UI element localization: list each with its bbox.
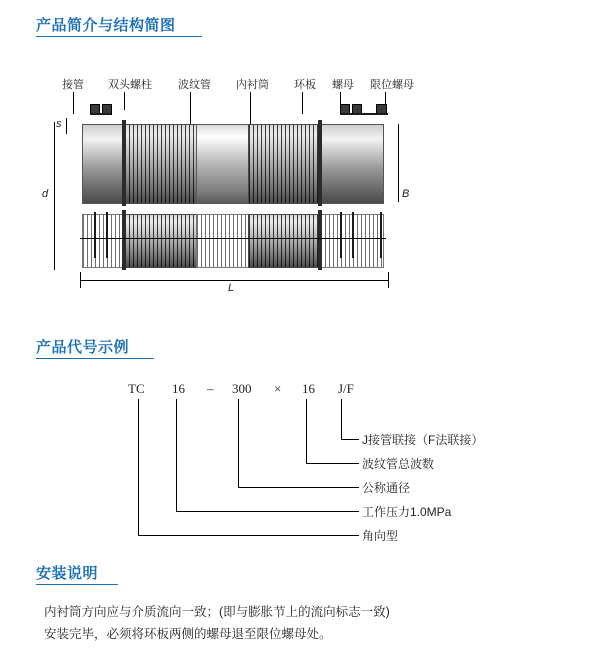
dim-line-b	[398, 124, 399, 202]
centerline-bottom	[80, 238, 386, 239]
structure-diagram	[40, 62, 560, 292]
ring-plate-right-top	[318, 120, 322, 206]
callout-label-neichentong: 内衬筒	[236, 79, 269, 91]
install-note-line-1: 内衬筒方向应与介质流向一致；(即与膨胀节上的流向标志一致)	[44, 605, 390, 619]
code-note-type: 角向型	[362, 529, 399, 543]
ring-plate-left-bottom	[122, 210, 126, 270]
stud-bottom-left-2	[106, 212, 108, 258]
callout-label-jieguan: 接管	[62, 79, 84, 91]
pipe-right-top	[320, 124, 384, 204]
code-token-times: ×	[274, 381, 282, 396]
code-leader-v-type	[138, 399, 139, 535]
code-leader-v-dn	[238, 399, 239, 487]
code-leader-h-dn	[238, 487, 359, 488]
section-title-structure: 产品简介与结构简图	[36, 17, 176, 34]
ring-plate-right-bottom	[318, 210, 322, 270]
code-note-press: 工作压力1.0MPa	[362, 505, 452, 519]
dim-tick-l-left	[80, 272, 81, 288]
code-token-dash: –	[207, 381, 214, 396]
bellows-right-top	[248, 124, 322, 204]
code-leader-h-waves	[306, 463, 359, 464]
liner-bottom	[196, 214, 250, 268]
dim-label-l: L	[228, 282, 235, 294]
bellows-right-bottom	[248, 214, 322, 268]
bellows-left-bottom	[124, 214, 198, 268]
stud-top-right	[340, 113, 388, 115]
dim-line-d	[54, 122, 55, 270]
callout-label-bowenguan: 波纹管	[178, 79, 211, 91]
code-leader-v-press	[176, 399, 177, 511]
ring-plate-left-top	[122, 120, 126, 206]
bellows-left-top	[124, 124, 198, 204]
liner-top	[196, 124, 250, 204]
section-title-code: 产品代号示例	[36, 339, 130, 356]
code-token-jf: J/F	[338, 381, 354, 396]
code-leader-h-press	[176, 511, 359, 512]
dim-label-s: s	[56, 118, 62, 130]
pipe-left-top	[82, 124, 126, 204]
stud-bottom-left	[94, 212, 96, 258]
code-note-waves: 波纹管总波数	[362, 457, 435, 471]
code-token-300: 300	[232, 381, 252, 396]
callout-label-shuangtou-luozhu: 双头螺柱	[108, 79, 152, 91]
callout-label-luomu: 螺母	[332, 79, 354, 91]
callout-label-xianwei-luomu: 限位螺母	[370, 79, 414, 91]
stud-bottom-right	[340, 212, 342, 258]
dim-label-b: B	[402, 188, 410, 200]
dim-line-l	[80, 280, 388, 281]
dim-line-s	[66, 118, 67, 134]
section-underline-install	[36, 584, 118, 585]
stud-bottom-right-2	[352, 212, 354, 258]
code-note-jf: J接管联接（F法联接）	[362, 433, 484, 447]
code-token-16b: 16	[302, 381, 315, 396]
code-leader-h-jf	[341, 439, 359, 440]
code-leader-h-type	[138, 535, 359, 536]
section-title-install: 安装说明	[36, 565, 99, 582]
leader-line-1	[73, 92, 74, 114]
section-underline-code	[36, 358, 154, 359]
leader-line-2	[124, 92, 125, 110]
code-token-tc: TC	[128, 381, 145, 396]
install-note-line-2: 安装完毕，必须将环板两侧的螺母退至限位螺母处。	[44, 627, 332, 641]
product-code-diagram	[110, 375, 530, 543]
dim-label-d: d	[42, 188, 49, 200]
stud-top-left	[90, 113, 110, 115]
dim-tick-l-right	[388, 272, 389, 288]
code-leader-v-waves	[306, 399, 307, 463]
callout-label-huanban: 环板	[294, 79, 316, 91]
code-leader-v-jf	[341, 399, 342, 439]
code-note-dn: 公称通径	[362, 481, 411, 495]
pipe-left-bottom	[82, 214, 126, 268]
leader-line-5	[302, 92, 303, 114]
code-token-16a: 16	[172, 381, 185, 396]
stud-bottom-limit	[380, 212, 382, 258]
section-underline-structure	[36, 36, 202, 37]
